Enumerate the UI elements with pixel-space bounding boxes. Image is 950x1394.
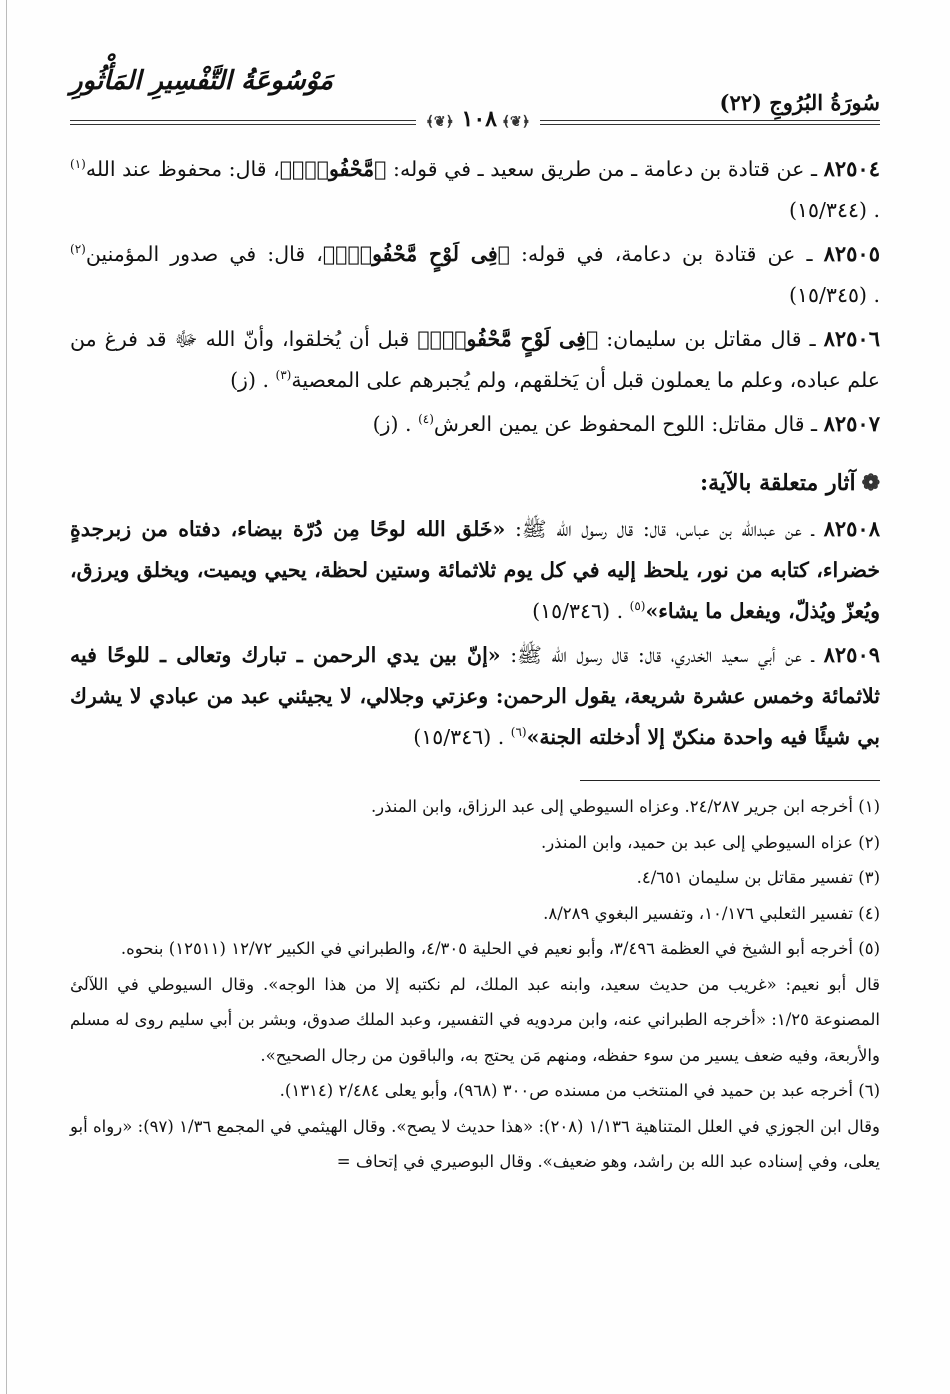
volume-page-ref: . (١٥/٣٤٦) [532, 599, 630, 623]
entry-number: ٨٢٥٠٤ [823, 156, 880, 181]
footnote-text: تفسير الثعلبي ١٠/١٧٦، وتفسير البغوي ٨/٢٨٩. [543, 903, 859, 923]
athar-entry [70, 148, 880, 231]
entry-text: ـ عن أبي سعيد الخدري، قال: قال رسول الله ﷺ: [500, 643, 824, 667]
footnote-ref[interactable]: (٤) [418, 412, 434, 427]
footnote [70, 860, 880, 896]
entry-text: ، قال: في صدور المؤمنين [85, 242, 323, 266]
entry-text: ـ عن قتادة بن دعامة، في قوله: [509, 242, 824, 266]
ornament-icon: ﴿❦﴾ [425, 114, 454, 130]
main-text [70, 148, 880, 758]
footnote-label: (٢) [858, 832, 880, 852]
entry-text: ـ عن عبدالله بن عباس، قال: قال رسول الله ﷺ: [505, 517, 824, 541]
page-header [70, 60, 880, 132]
volume-page-ref: . (ز) [372, 412, 419, 436]
footnote-ref[interactable]: (٢) [70, 242, 86, 257]
athar-entry [70, 318, 880, 401]
page-edge-line [6, 0, 7, 1394]
entry-number: ٨٢٥٠٧ [823, 411, 880, 436]
entry-text: قبل أن يُخلقوا، وأنّ الله ﷻ قد فرغ من علم عباده، وعلم ما يعملون قبل أن يَخلقهم، ولم يُجبرهم على المعصية [70, 327, 880, 392]
flower-icon: ❁ [861, 470, 880, 496]
footnote [70, 825, 880, 861]
footnote [70, 931, 880, 967]
volume-page-ref: . (١٥/٣٤٥) [789, 283, 880, 307]
footnote-text: أخرجه عبد بن حميد في المنتخب من مسنده ص٣٠٠ (٩٦٨)، وأبو يعلى ٢/٤٨٤ (١٣١٤). [279, 1081, 859, 1100]
hadith-text: «إنّ بين يدي الرحمن ـ تبارك وتعالى ـ للوحًا فيه ثلاثمائة وخمس عشرة شريعة، يقول الرحمن: وعزتي وجلالي، لا يجيئني عبد من عبادي لا يشرك بي شيئًا فيه واحدة منكنّ إلا أدخلته الجنة» [70, 643, 880, 749]
footnote-text: تفسير مقاتل بن سليمان ٤/٦٥١. [636, 868, 859, 887]
entry-number: ٨٢٥٠٦ [823, 326, 880, 351]
entry-text: ـ عن قتادة بن دعامة ـ من طريق سعيد ـ في قوله: [386, 157, 824, 181]
footnote-text: وقال ابن الجوزي في العلل المتناهية ١/١٣٦ (٢٠٨): «هذا حديث لا يصح». وقال الهيثمي في المجمع ١/٣٦ (٩٧): «رواه أبو يعلى، وفي إسناده عبد الله بن راشد، وهو ضعيف». وقال البوصيري في إتحاف = [70, 1116, 880, 1171]
footnotes [70, 789, 880, 1180]
section-title: آثار متعلقة بالآية: [700, 470, 856, 496]
volume-page-ref: . (ز) [230, 368, 276, 392]
footnote-ref[interactable]: (٣) [275, 368, 292, 383]
entry-text: ـ قال مقاتل بن سليمان: [598, 327, 824, 351]
footnote-separator [580, 780, 880, 781]
volume-page-ref: . (١٥/٣٤٤) [789, 198, 880, 222]
entry-number: ٨٢٥٠٩ [823, 642, 881, 667]
section-heading [70, 463, 880, 504]
footnote-text: عزاه السيوطي إلى عبد بن حميد، وابن المنذر. [540, 832, 859, 852]
entry-text: ، قال: محفوظ عند الله [85, 157, 280, 181]
hadith-entry [70, 634, 880, 758]
volume-page-ref: . (١٥/٣٤٦) [413, 725, 511, 749]
footnote-ref[interactable]: (٥) [629, 599, 646, 614]
footnote [70, 896, 880, 932]
footnote-text: أخرجه أبو الشيخ في العظمة ٣/٤٩٦، وأبو نعيم في الحلية ٤/٣٠٥، والطبراني في الكبير ١٢/٧٢ (١٢٥١١) بنحوه. [120, 939, 859, 958]
footnote-label: (٣) [858, 868, 880, 887]
footnote-ref[interactable]: (١) [70, 157, 86, 172]
footnote-label: (٥) [858, 939, 880, 958]
book-page [70, 60, 880, 1180]
page-number [416, 106, 540, 132]
entry-number: ٨٢٥٠٥ [823, 241, 880, 266]
footnote-continuation [70, 967, 880, 1074]
hadith-text: «خَلق الله لوحًا مِن دُرّة بيضاء، دفتاه من زبرجدةٍ خضراء، كتابه من نور، يلحظ إليه في كل يوم ثلاثمائة وستين لحظة، يحيي ويميت، ويخلق ويرزق، ويُعزّ ويُذلّ، ويفعل ما يشاء» [70, 517, 880, 623]
athar-entry [70, 233, 880, 316]
footnote-continuation [70, 1109, 880, 1180]
footnote-label: (٦) [858, 1081, 880, 1100]
entry-number: ٨٢٥٠٨ [823, 516, 880, 541]
book-title-header: مَوْسُوعَةُ التَّفْسِيرِ المَأْثُورِ [70, 66, 333, 96]
footnote-text: قال أبو نعيم: «غريب من حديث سعيد، وابنه عبد الملك، لم نكتبه إلا من هذا الوجه». وقال السيوطي في اللآلئ المصنوعة ١/٢٥: «أخرجه الطبراني عنه، وابن مردويه في التفسير، وعبد الملك صدوق، وبشر بن أبي سليم روى له مسلم والأربعة، وفيه ضعف يسير من سوء حفظه، ومنهم مَن يحتج به، والباقون من رجال الصحيح». [70, 974, 880, 1065]
ornament-icon: ﴿❦﴾ [496, 114, 530, 130]
hadith-entry [70, 508, 880, 632]
footnote-text: أخرجه ابن جرير ٢٤/٢٨٧. وعزاه السيوطي إلى عبد الرزاق، وابن المنذر. [370, 797, 859, 816]
footnote-ref[interactable]: (٦) [510, 725, 527, 740]
quran-quote: ﴿فِى لَوْحٍ مَّحْفُوظِۭ﴾ [322, 242, 510, 266]
quran-quote: ﴿مَّحْفُوظِۭ﴾ [279, 157, 387, 181]
surah-header: سُورَةُ البُرُوجِ (٢٢) [719, 90, 880, 115]
entry-text: ـ قال مقاتل: اللوح المحفوظ عن يمين العرش [433, 412, 824, 436]
footnote-label: (٤) [858, 903, 880, 923]
athar-entry [70, 403, 880, 445]
footnote [70, 789, 880, 825]
footnote [70, 1073, 880, 1109]
quran-quote: ﴿فِى لَوْحٍ مَّحْفُوظِۭ﴾ [417, 327, 599, 351]
page-number-value: ١٠٨ [461, 106, 497, 132]
footnote-label: (١) [858, 797, 880, 816]
